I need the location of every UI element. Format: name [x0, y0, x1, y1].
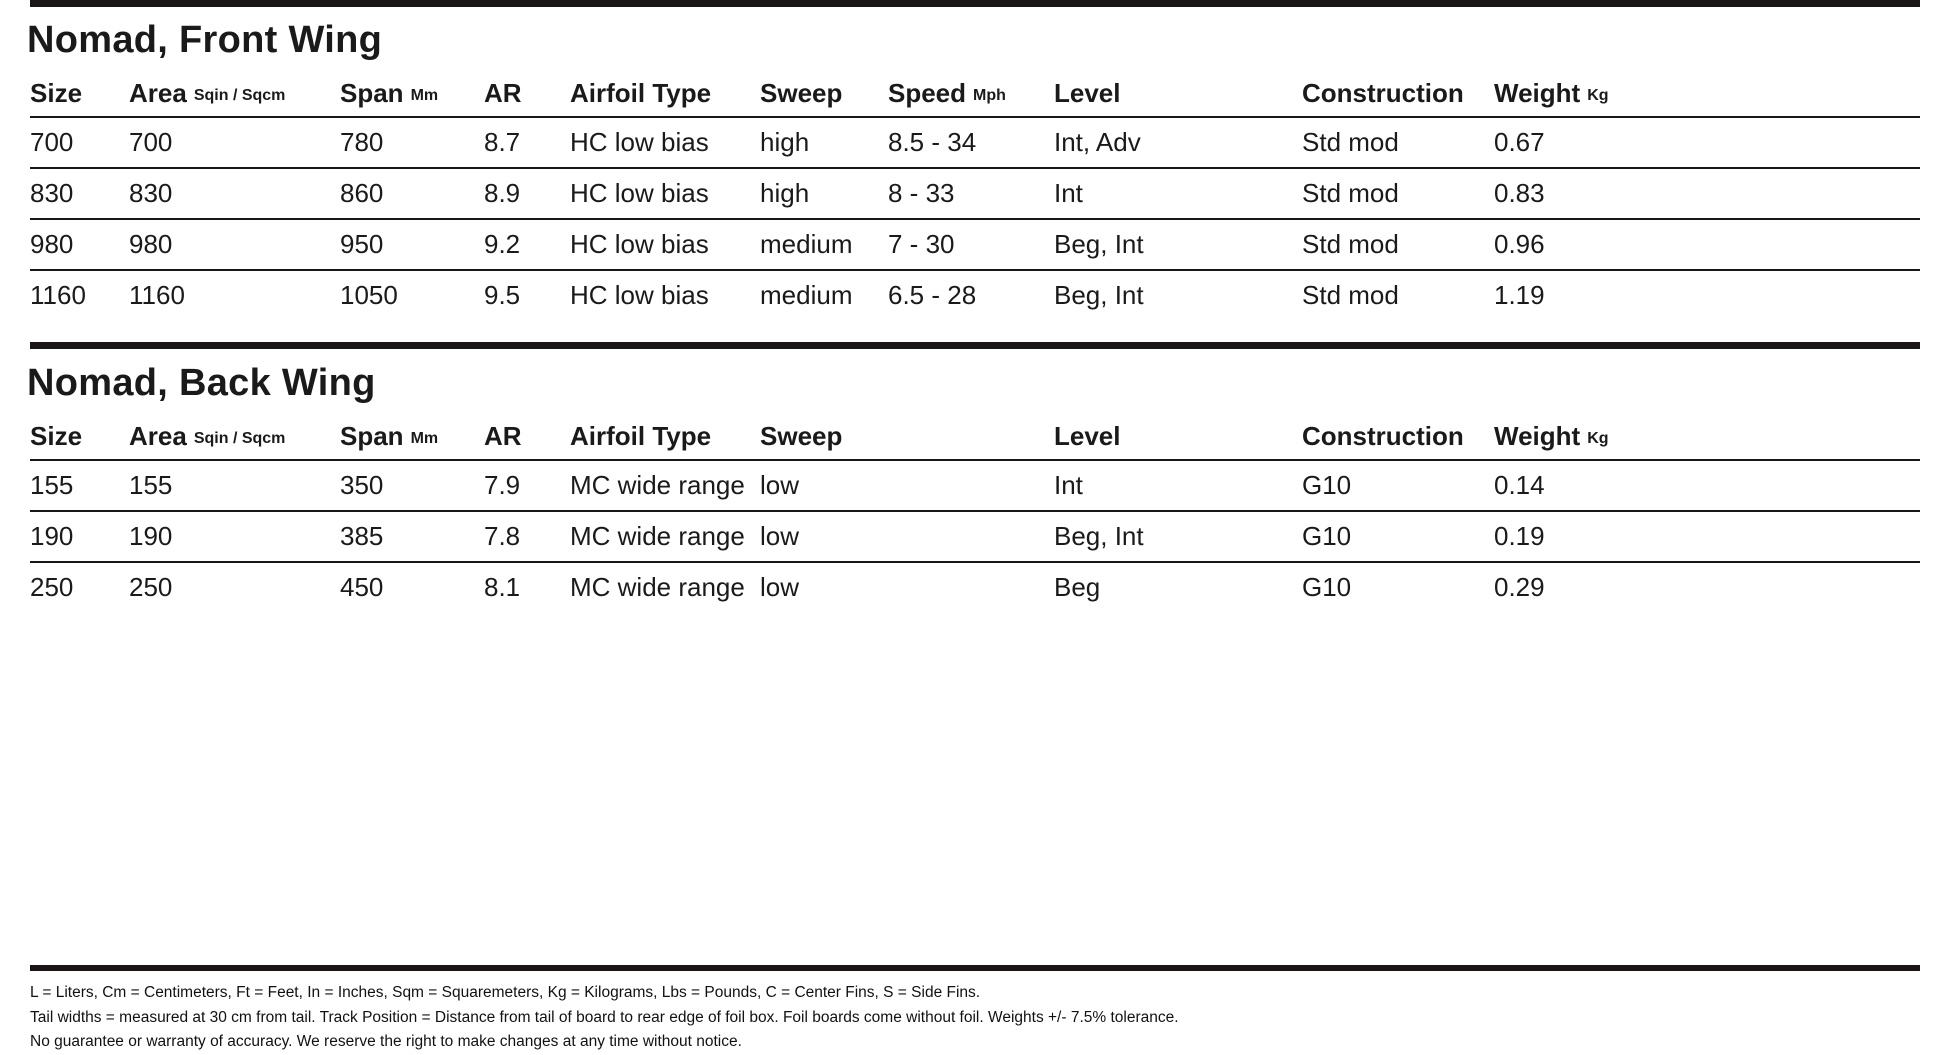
cell-span: 780 — [340, 127, 384, 157]
header-size: Size — [30, 420, 83, 451]
footer-notes — [30, 965, 1920, 1055]
cell-airfoil-type: MC wide range — [570, 572, 745, 602]
cell-speed: 6.5 - 28 — [888, 280, 977, 310]
cell-sweep: low — [760, 572, 800, 602]
cell-speed: 7 - 30 — [888, 229, 955, 259]
cell-size: 980 — [30, 229, 74, 259]
cell-area: 830 — [129, 178, 173, 208]
cell-weight: 0.67 — [1494, 127, 1545, 157]
header-airfoil-type: Airfoil Type — [570, 77, 712, 108]
header-span: Span Mm — [340, 420, 439, 451]
cell-size: 1160 — [30, 280, 86, 310]
front-wing-header-row — [30, 70, 1920, 118]
header-weight: Weight Kg — [1494, 420, 1609, 451]
front-wing-title: Nomad, Front Wing — [27, 19, 383, 61]
cell-ar: 7.8 — [484, 521, 521, 551]
cell-size: 155 — [30, 470, 74, 500]
header-construction: Construction — [1302, 420, 1464, 451]
cell-ar: 8.9 — [484, 178, 521, 208]
cell-area: 250 — [129, 572, 173, 602]
cell-level: Beg, Int — [1054, 229, 1144, 259]
cell-size: 250 — [30, 572, 74, 602]
cell-construction: Std mod — [1302, 229, 1399, 259]
cell-weight: 0.19 — [1494, 521, 1545, 551]
front-wing-section — [27, 14, 1920, 320]
cell-level: Beg, Int — [1054, 280, 1144, 310]
unit-label: Kg — [1587, 430, 1609, 447]
cell-construction: Std mod — [1302, 280, 1399, 310]
cell-speed: 8.5 - 34 — [888, 127, 977, 157]
cell-span: 350 — [340, 470, 384, 500]
back-wing-section — [27, 342, 1920, 612]
table-row — [30, 118, 1920, 169]
table-row — [30, 271, 1920, 320]
cell-weight: 0.83 — [1494, 178, 1545, 208]
back-wing-title: Nomad, Back Wing — [27, 362, 376, 404]
header-weight: Weight Kg — [1494, 77, 1609, 108]
unit-label: Sqin / Sqcm — [193, 430, 286, 447]
cell-weight: 0.29 — [1494, 572, 1545, 602]
cell-airfoil-type: HC low bias — [570, 178, 709, 208]
back-wing-header-row — [30, 413, 1920, 461]
header-span: Span Mm — [340, 77, 439, 108]
table-row — [30, 563, 1920, 612]
cell-sweep: high — [760, 127, 810, 157]
cell-ar: 8.1 — [484, 572, 521, 602]
cell-speed: 8 - 33 — [888, 178, 955, 208]
cell-area: 980 — [129, 229, 173, 259]
cell-airfoil-type: HC low bias — [570, 280, 709, 310]
header-ar: AR — [484, 77, 522, 108]
cell-airfoil-type: MC wide range — [570, 521, 745, 551]
cell-level: Int, Adv — [1054, 127, 1141, 157]
cell-sweep: medium — [760, 280, 853, 310]
cell-area: 190 — [129, 521, 173, 551]
cell-level: Int — [1054, 470, 1083, 500]
footer-measurements: Tail widths = measured at 30 cm from tail. Track Position = Distance from tail of board to rear edge of foil box. Foil boards come without foil. Weights +/- 7.5% tolerance. — [30, 1008, 1179, 1026]
cell-span: 1050 — [340, 280, 398, 310]
unit-label: Sqin / Sqcm — [193, 87, 286, 104]
table-row — [30, 461, 1920, 512]
cell-level: Beg — [1054, 572, 1101, 602]
table-row — [30, 512, 1920, 563]
cell-construction: Std mod — [1302, 178, 1399, 208]
header-construction: Construction — [1302, 77, 1464, 108]
cell-weight: 1.19 — [1494, 280, 1545, 310]
table-row — [30, 220, 1920, 271]
unit-label: Mm — [410, 87, 439, 104]
cell-span: 950 — [340, 229, 384, 259]
header-area: Area Sqin / Sqcm — [129, 77, 286, 108]
header-ar: AR — [484, 420, 522, 451]
cell-span: 385 — [340, 521, 384, 551]
cell-size: 830 — [30, 178, 74, 208]
unit-label: Mm — [410, 430, 439, 447]
top-rule — [30, 0, 1920, 7]
cell-weight: 0.14 — [1494, 470, 1545, 500]
header-area: Area Sqin / Sqcm — [129, 420, 286, 451]
cell-size: 700 — [30, 127, 74, 157]
cell-ar: 8.7 — [484, 127, 521, 157]
header-speed: Speed Mph — [888, 77, 1006, 108]
cell-construction: G10 — [1302, 521, 1352, 551]
cell-sweep: high — [760, 178, 810, 208]
cell-span: 450 — [340, 572, 384, 602]
cell-ar: 7.9 — [484, 470, 521, 500]
cell-ar: 9.5 — [484, 280, 521, 310]
section-divider — [30, 342, 1920, 349]
cell-area: 700 — [129, 127, 173, 157]
footer-disclaimer: No guarantee or warranty of accuracy. We reserve the right to make changes at any time without notice. — [30, 1033, 742, 1050]
cell-area: 155 — [129, 470, 173, 500]
header-sweep: Sweep — [760, 77, 843, 108]
cell-level: Int — [1054, 178, 1083, 208]
cell-construction: G10 — [1302, 572, 1352, 602]
header-level: Level — [1054, 420, 1121, 451]
cell-level: Beg, Int — [1054, 521, 1144, 551]
cell-construction: G10 — [1302, 470, 1352, 500]
footer-divider — [30, 965, 1920, 971]
header-airfoil-type: Airfoil Type — [570, 420, 712, 451]
header-sweep: Sweep — [760, 420, 843, 451]
header-size: Size — [30, 77, 83, 108]
unit-label: Mph — [973, 87, 1006, 104]
cell-sweep: low — [760, 521, 800, 551]
cell-size: 190 — [30, 521, 74, 551]
cell-sweep: low — [760, 470, 800, 500]
cell-ar: 9.2 — [484, 229, 521, 259]
cell-sweep: medium — [760, 229, 853, 259]
header-level: Level — [1054, 77, 1121, 108]
cell-span: 860 — [340, 178, 384, 208]
cell-area: 1160 — [129, 280, 185, 310]
unit-label: Kg — [1587, 87, 1609, 104]
table-row — [30, 169, 1920, 220]
cell-airfoil-type: MC wide range — [570, 470, 745, 500]
cell-weight: 0.96 — [1494, 229, 1545, 259]
footer-abbreviations: L = Liters, Cm = Centimeters, Ft = Feet, In = Inches, Sqm = Squaremeters, Kg = Kilograms, Lbs = Pounds, C = Center Fins, S = Side Fins. — [30, 984, 981, 1001]
cell-airfoil-type: HC low bias — [570, 229, 709, 259]
cell-construction: Std mod — [1302, 127, 1399, 157]
cell-airfoil-type: HC low bias — [570, 127, 709, 157]
